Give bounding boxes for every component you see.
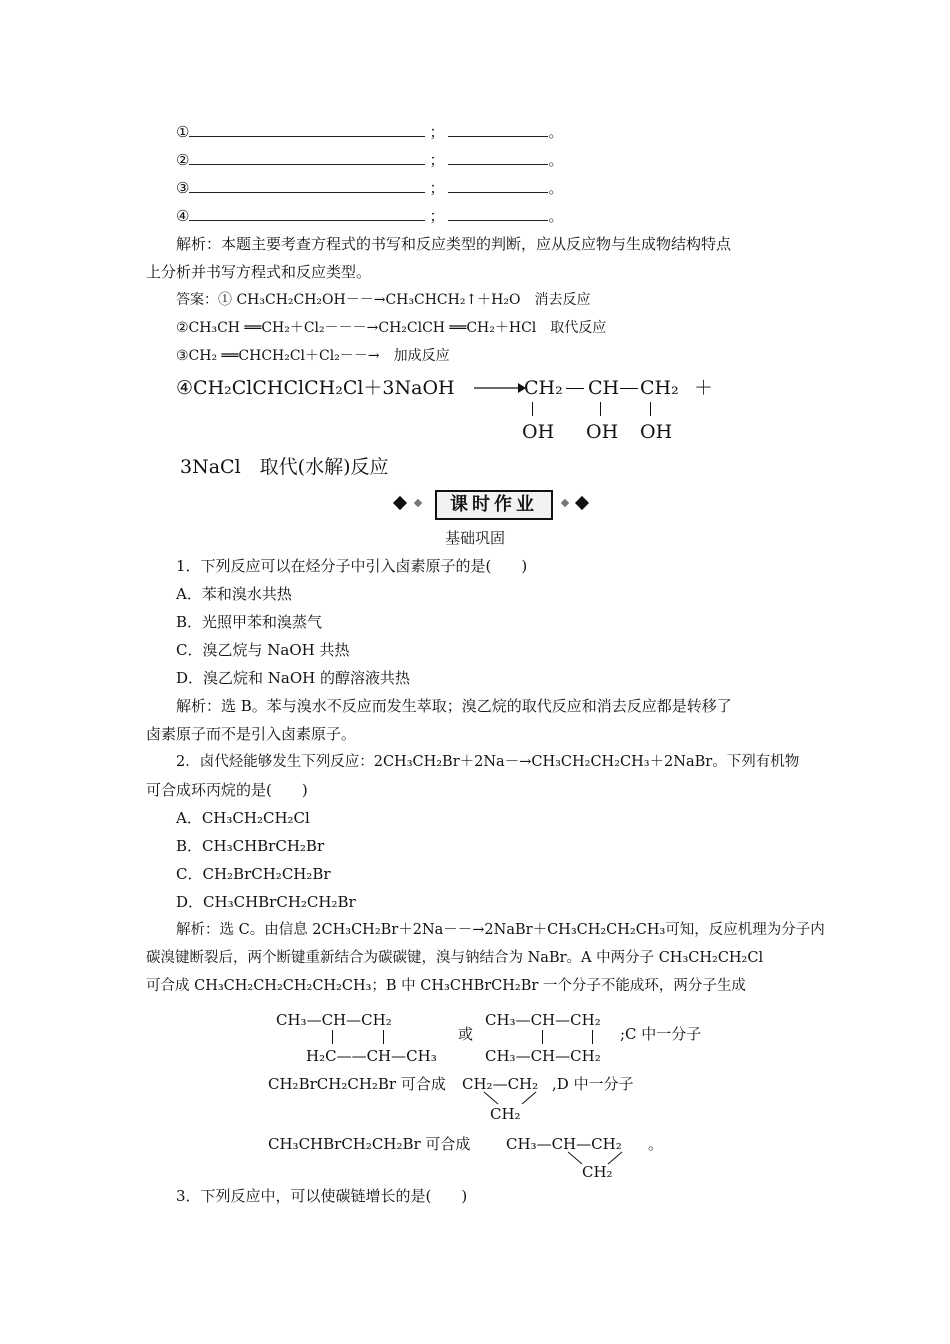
d-ring-bottom: CH₂ (582, 1163, 613, 1181)
blank-number: ④ (176, 207, 190, 225)
diamond-icon (414, 499, 422, 507)
equation-4-lhs: ④CH₂ClCHClCH₂Cl＋3NaOH (176, 377, 455, 399)
blank-number: ③ (176, 179, 190, 197)
type-blank[interactable] (448, 206, 548, 221)
answer-blank[interactable] (189, 150, 425, 165)
d-ring-top: CH₃—CH—CH₂ (506, 1135, 622, 1153)
diamond-icon (393, 496, 407, 510)
question-2-option-d[interactable]: D．CH₃CHBrCH₂CH₂Br (176, 893, 356, 911)
c-ring-bottom: CH₂ (490, 1105, 521, 1123)
question-2-analysis: 可合成 CH₃CH₂CH₂CH₂CH₂CH₃；B 中 CH₃CHBrCH₂Br 一个分子不能成环，两分子生成 (146, 978, 746, 994)
question-1-option-d[interactable]: D．溴乙烷和 NaOH 的醇溶液共热 (176, 669, 411, 687)
c-synthesis-text: CH₂BrCH₂CH₂Br 可合成 (268, 1075, 446, 1093)
type-blank[interactable] (448, 122, 548, 137)
question-2-option-c[interactable]: C．CH₂BrCH₂CH₂Br (176, 865, 331, 883)
plus-sign: ＋ (694, 377, 714, 399)
question-2-analysis: 碳溴键断裂后，两个断键重新结合为碳碳键，溴与钠结合为 NaBr。A 中两分子 CH₃CH₂CH₂Cl (146, 950, 764, 966)
blank-line-3: ③ ； 。 (176, 179, 564, 197)
analysis-text: 解析：本题主要考查方程式的书写和反应类型的判断，应从反应物与生成物结构特点 (176, 235, 732, 253)
type-blank[interactable] (448, 150, 548, 165)
answer-blank[interactable] (189, 206, 425, 221)
question-1-option-c[interactable]: C．溴乙烷与 NaOH 共热 (176, 641, 350, 659)
question-1-analysis: 解析：选 B。苯与溴水不反应而发生萃取；溴乙烷的取代反应和消去反应都是转移了 (176, 697, 732, 715)
bond-line (592, 1030, 593, 1044)
question-2-option-a[interactable]: A．CH₃CH₂CH₂Cl (176, 809, 310, 827)
bond-line (542, 1030, 543, 1044)
c-note: ;C 中一分子 (620, 1025, 702, 1043)
product-carbon-1: CH₂ (524, 377, 563, 399)
answer-blank[interactable] (189, 178, 425, 193)
bond-line (650, 402, 651, 416)
question-2-analysis: 解析：选 C。由信息 2CH₃CH₂Br＋2Na－－→2NaBr＋CH₃CH₂CH₂CH₃可知，反应机理为分子内 (176, 922, 825, 938)
bond-line (332, 1030, 333, 1044)
answer-line-2: ②CH₃CH ══CH₂＋Cl₂－－－→CH₂ClCH ══CH₂＋HCl 取代反应 (176, 320, 607, 336)
ring-structure-2-bottom: CH₃—CH—CH₂ (485, 1047, 601, 1065)
ring-structure-2-top: CH₃—CH—CH₂ (485, 1011, 601, 1029)
type-blank[interactable] (448, 178, 548, 193)
question-2-stem: 可合成环丙烷的是( ) (146, 781, 308, 799)
bond-line (620, 388, 638, 389)
or-word: 或 (458, 1025, 474, 1043)
hydroxyl-1: OH (522, 421, 555, 443)
period: 。 (648, 1135, 664, 1153)
ring-structure-1-bottom: H₂C——CH—CH₃ (306, 1047, 437, 1065)
diamond-icon (561, 499, 569, 507)
blank-number: ① (176, 123, 190, 141)
analysis-text: 上分析并书写方程式和反应类型。 (146, 263, 372, 281)
reaction-arrow-icon (470, 378, 530, 398)
question-2-stem: 2．卤代烃能够发生下列反应：2CH₃CH₂Br＋2Na－→CH₃CH₂CH₂CH₃＋2NaBr。下列有机物 (176, 754, 800, 770)
answer-line-1: 答案：① CH₃CH₂CH₂OH－－→CH₃CHCH₂↑＋H₂O 消去反应 (176, 292, 591, 308)
blank-line-1: ① ； 。 (176, 123, 564, 141)
answer-blank[interactable] (189, 122, 425, 137)
bond-line (566, 388, 584, 389)
question-1-stem: 1．下列反应可以在烃分子中引入卤素原子的是( ) (176, 557, 528, 575)
banner-title: 课时作业 (435, 490, 553, 520)
equation-4-tail: 3NaCl 取代(水解)反应 (180, 456, 389, 478)
product-carbon-2: CH (588, 377, 620, 399)
c-ring-top: CH₂—CH₂ (462, 1075, 539, 1093)
d-note: ,D 中一分子 (552, 1075, 634, 1093)
hydroxyl-2: OH (586, 421, 619, 443)
section-title: 基础巩固 (444, 529, 505, 547)
blank-line-2: ② ； 。 (176, 151, 564, 169)
bond-line (532, 402, 533, 416)
question-2-option-b[interactable]: B．CH₃CHBrCH₂Br (176, 837, 325, 855)
product-carbon-3: CH₂ (640, 377, 679, 399)
diamond-icon (575, 496, 589, 510)
answer-line-3: ③CH₂ ══CHCH₂Cl＋Cl₂－－→ 加成反应 (176, 348, 450, 364)
question-3-stem: 3．下列反应中，可以使碳链增长的是( ) (176, 1187, 468, 1205)
section-banner (0, 490, 950, 518)
question-1-option-b[interactable]: B．光照甲苯和溴蒸气 (176, 613, 323, 631)
d-synthesis-text: CH₃CHBrCH₂CH₂Br 可合成 (268, 1135, 471, 1153)
bond-line (600, 402, 601, 416)
hydroxyl-3: OH (640, 421, 673, 443)
question-1-option-a[interactable]: A．苯和溴水共热 (176, 585, 292, 603)
ring-structure-1-top: CH₃—CH—CH₂ (276, 1011, 392, 1029)
question-1-analysis: 卤素原子而不是引入卤素原子。 (146, 725, 357, 743)
bond-line (383, 1030, 384, 1044)
blank-number: ② (176, 151, 190, 169)
blank-line-4: ④ ； 。 (176, 207, 564, 225)
